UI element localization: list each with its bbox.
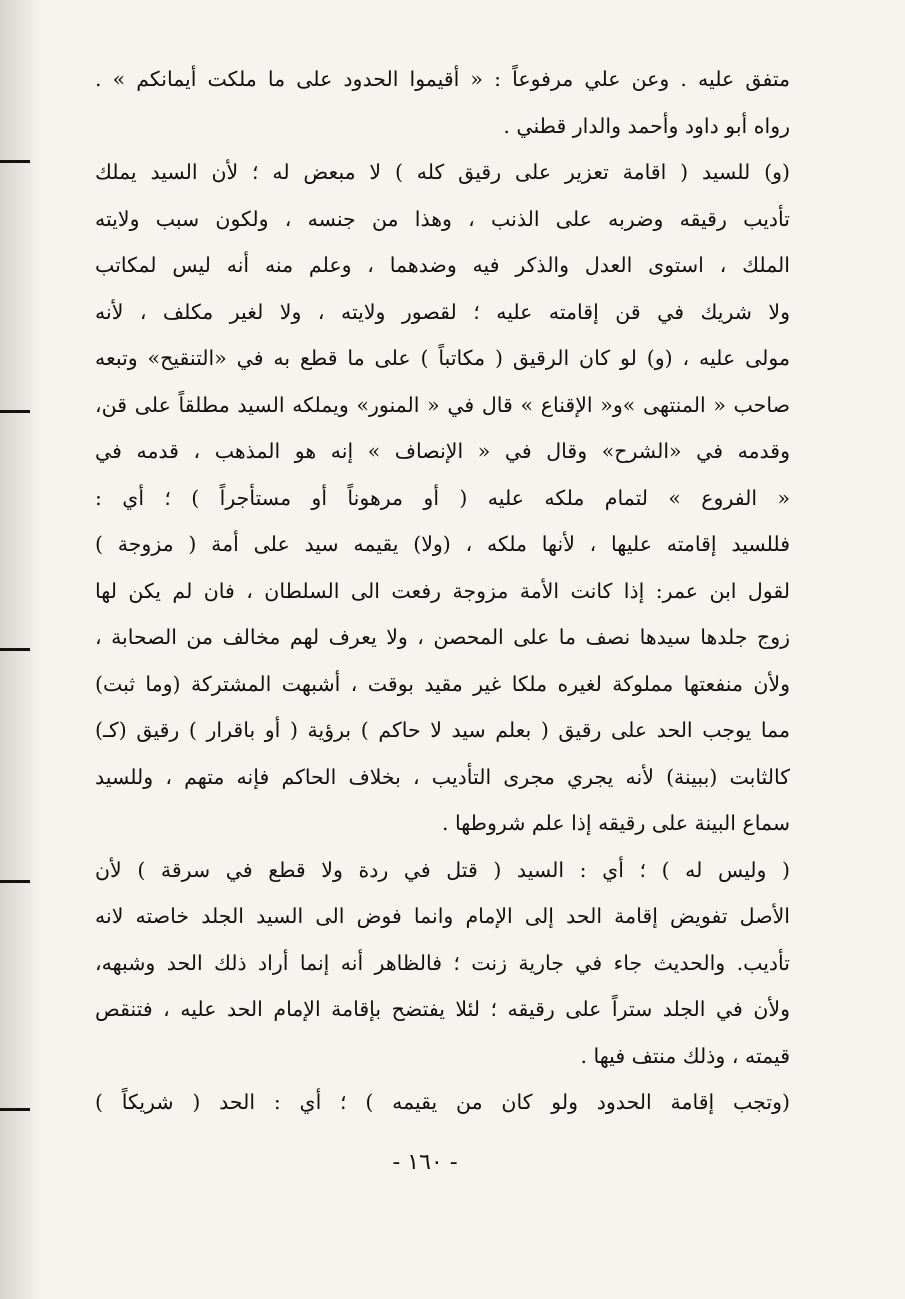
margin-mark — [0, 880, 30, 883]
margin-mark — [0, 160, 30, 163]
text-line: ولا شريك في قن إقامته عليه ؛ لقصور ولايته ، ولا لغير مكلف ، لأنه — [95, 299, 790, 324]
text-line: تأديب. والحديث جاء في جارية زنت ؛ فالظاهر أنه إنما أراد ذلك الحد وشبهه، — [95, 950, 790, 975]
text-line: الملك ، استوى العدل والذكر فيه وضدهما ، وعلم منه أنه ليس لمكاتب — [95, 253, 790, 277]
text-line: مولى عليه ، (و) لو كان الرقيق ( مكاتباً ) على ما قطع به في «التنقيح» وتبعه — [95, 346, 790, 370]
margin-mark — [0, 410, 30, 413]
text-line: فللسيد إقامته عليها ، لأنها ملكه ، (ولا) يقيمه سيد على أمة ( مزوجة ) — [95, 532, 790, 556]
text-line: زوج جلدها سيدها نصف ما على المحصن ، ولا يعرف لهم مخالف من الصحابة ، — [95, 625, 790, 649]
text-line: وقدمه في «الشرح» وقال في « الإنصاف » إنه هو المذهب ، قدمه في — [95, 439, 790, 463]
body-text — [95, 56, 790, 1126]
text-line: رواه أبو داود وأحمد والدار قطني . — [503, 113, 790, 138]
text-line: (وتجب إقامة الحدود ولو كان من يقيمه ) ؛ أي : الحد ( شريكاً ) — [95, 1090, 790, 1114]
text-line: ( وليس له ) ؛ أي : السيد ( قتل في ردة ولا قطع في سرقة ) لأن — [95, 857, 790, 882]
text-line: كالثابت (ببينة) لأنه يجري مجرى التأديب ، بخلاف الحاكم فإنه متهم ، وللسيد — [95, 764, 790, 789]
text-line: متفق عليه . وعن علي مرفوعاً : « أقيموا الحدود على ما ملكت أيمانكم » . — [95, 67, 790, 91]
text-line: (و) للسيد ( اقامة تعزير على رقيق كله ) لا مبعض له ؛ لأن السيد يملك — [95, 160, 790, 184]
text-line: الأصل تفويض إقامة الحد إلى الإمام وانما فوض الى السيد الجلد خاصته لانه — [95, 904, 790, 928]
text-line: سماع البينة على رقيقه إذا علم شروطها . — [441, 811, 790, 835]
text-line: « الفروع » لتمام ملكه عليه ( أو مرهوناً أو مستأجراً ) ؛ أي : — [95, 485, 790, 510]
text-line: لقول ابن عمر: إذا كانت الأمة مزوجة رفعت الى السلطان ، فان لم يكن لها — [95, 578, 790, 603]
text-line: قيمته ، وذلك منتف فيها . — [580, 1043, 790, 1068]
page-number: - ١٦٠ - — [392, 1150, 458, 1175]
margin-mark — [0, 648, 30, 651]
margin-mark — [0, 1108, 30, 1111]
text-line: تأديب رقيقه وضربه على الذنب ، وهذا من جنسه ، ولكون سبب ولايته — [95, 206, 790, 231]
text-line: ولأن منفعتها مملوكة لغيره ملكا غير مقيد بوقت ، أشبهت المشتركة (وما ثبت) — [95, 671, 790, 696]
text-line: مما يوجب الحد على رقيق ( بعلم سيد لا حاكم ) برؤية ( أو باقرار ) رقيق (كـ) — [95, 718, 790, 742]
text-line: صاحب « المنتهى »و« الإقناع » قال في « المنور» ويملكه السيد مطلقاً على قن، — [95, 392, 790, 417]
text-line: ولأن في الجلد ستراً على رقيقه ؛ لئلا يفتضح بإقامة الإمام الحد عليه ، فتنقص — [95, 997, 790, 1021]
